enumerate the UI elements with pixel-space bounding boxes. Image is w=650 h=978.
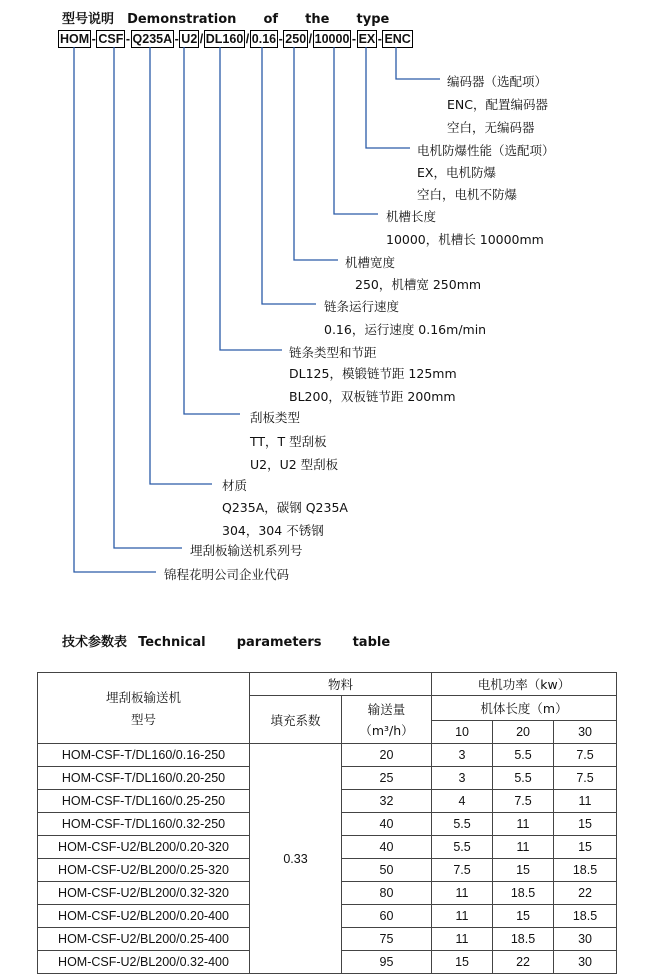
annotation-explosion-label: 电机防爆性能（选配项） (417, 143, 555, 158)
leader-line-encoder (396, 47, 440, 79)
cell-power-30: 30 (554, 951, 617, 974)
model-title-en-2: of (263, 12, 279, 27)
annotation-encoder-detail-2: 空白，无编码器 (447, 120, 535, 135)
annotation-length-detail-1: 10000，机槽长 10000mm (386, 232, 544, 247)
cell-power-10: 4 (432, 790, 493, 813)
annotation-material-label: 材质 (222, 478, 248, 493)
cell-power-30: 18.5 (554, 905, 617, 928)
cell-model: HOM-CSF-U2/BL200/0.25-320 (38, 859, 250, 882)
tech-title-en-3: table (352, 635, 391, 650)
code-seg-speed: 0.16 (251, 31, 277, 46)
leader-line-speed (262, 47, 316, 304)
cell-power-30: 22 (554, 882, 617, 905)
parameters-table (37, 672, 617, 974)
cell-model: HOM-CSF-U2/BL200/0.32-320 (38, 882, 250, 905)
cell-capacity: 80 (342, 882, 432, 905)
code-separator: - (91, 31, 96, 46)
annotation-material-detail-2: 304，304 不锈钢 (222, 523, 324, 538)
code-separator: - (351, 31, 357, 46)
cell-capacity: 40 (342, 836, 432, 859)
tech-title-en-2: parameters (236, 635, 322, 650)
header-length-20: 20 (493, 721, 554, 744)
annotation-speed-detail-1: 0.16，运行速度 0.16m/min (324, 322, 487, 337)
table-row (38, 744, 617, 767)
leader-line-length (334, 47, 378, 214)
cell-model: HOM-CSF-U2/BL200/0.20-400 (38, 905, 250, 928)
cell-power-10: 3 (432, 744, 493, 767)
model-title-en-4: type (356, 12, 390, 27)
cell-model: HOM-CSF-T/DL160/0.25-250 (38, 790, 250, 813)
code-seg-series: CSF (98, 31, 124, 46)
model-title-en-3: the (305, 12, 330, 27)
cell-power-20: 5.5 (493, 767, 554, 790)
cell-fill-coefficient: 0.33 (250, 744, 342, 974)
cell-power-30: 30 (554, 928, 617, 951)
annotation-width-detail-1: 250，机槽宽 250mm (355, 277, 482, 292)
annotation-explosion-detail-1: EX，电机防爆 (417, 165, 496, 180)
cell-capacity: 20 (342, 744, 432, 767)
header-length-30: 30 (554, 721, 617, 744)
code-separator: / (308, 31, 313, 46)
header-model (38, 673, 250, 744)
cell-power-30: 7.5 (554, 744, 617, 767)
cell-power-10: 5.5 (432, 813, 493, 836)
cell-capacity: 40 (342, 813, 432, 836)
header-material: 物料 (250, 673, 432, 696)
header-capacity-unit: （m³/h） (359, 723, 414, 738)
cell-power-30: 15 (554, 813, 617, 836)
cell-model: HOM-CSF-U2/BL200/0.25-400 (38, 928, 250, 951)
cell-power-10: 5.5 (432, 836, 493, 859)
table-header-row (38, 673, 617, 696)
annotation-material-detail-1: Q235A，碳钢 Q235A (222, 500, 348, 515)
annotation-scraper-detail-2: U2，U2 型刮板 (250, 457, 339, 472)
code-separator: - (125, 31, 131, 46)
code-seg-material: Q235A (132, 31, 173, 46)
cell-power-10: 7.5 (432, 859, 493, 882)
leader-line-material (150, 47, 212, 484)
cell-model: HOM-CSF-U2/BL200/0.32-400 (38, 951, 250, 974)
cell-model: HOM-CSF-T/DL160/0.16-250 (38, 744, 250, 767)
code-seg-chain: DL160 (205, 31, 244, 46)
annotation-explosion-detail-2: 空白，电机不防爆 (417, 187, 518, 202)
cell-power-30: 18.5 (554, 859, 617, 882)
annotation-speed-label: 链条运行速度 (324, 299, 400, 314)
cell-power-10: 15 (432, 951, 493, 974)
annotation-encoder-label: 编码器（选配项） (447, 74, 548, 89)
code-separator: / (245, 31, 250, 46)
header-capacity-label: 输送量 (367, 702, 406, 717)
header-capacity (342, 696, 432, 744)
leader-line-explosion (366, 47, 410, 148)
annotation-company-label: 锦程花明公司企业代码 (164, 567, 290, 582)
tech-title-en-1: Technical (138, 635, 206, 650)
cell-power-20: 11 (493, 813, 554, 836)
header-body-length: 机体长度（m） (432, 696, 617, 721)
annotation-scraper-label: 刮板类型 (250, 410, 301, 425)
cell-power-10: 11 (432, 905, 493, 928)
cell-capacity: 60 (342, 905, 432, 928)
annotation-chain-detail-2: BL200，双板链节距 200mm (289, 389, 456, 404)
code-separator: / (199, 31, 204, 46)
code-seg-length: 10000 (314, 31, 350, 46)
header-model-line-1: 埋刮板输送机 (105, 690, 181, 705)
cell-power-10: 11 (432, 928, 493, 951)
code-seg-explosion: EX (358, 31, 376, 46)
code-seg-width: 250 (285, 31, 307, 46)
cell-model: HOM-CSF-U2/BL200/0.20-320 (38, 836, 250, 859)
cell-model: HOM-CSF-T/DL160/0.32-250 (38, 813, 250, 836)
leader-line-series (114, 47, 182, 548)
cell-capacity: 50 (342, 859, 432, 882)
cell-power-20: 18.5 (493, 882, 554, 905)
header-model-line-2: 型号 (130, 712, 156, 727)
annotation-length-label: 机槽长度 (386, 209, 437, 224)
model-title-cn: 型号说明 (62, 12, 115, 27)
annotation-encoder-detail-1: ENC，配置编码器 (447, 97, 548, 112)
annotation-scraper-detail-1: TT，T 型刮板 (250, 434, 327, 449)
cell-power-10: 11 (432, 882, 493, 905)
leader-line-width (294, 47, 338, 260)
cell-power-10: 3 (432, 767, 493, 790)
cell-capacity: 95 (342, 951, 432, 974)
code-separator: - (278, 31, 283, 46)
leader-line-scraper (184, 47, 240, 414)
cell-capacity: 25 (342, 767, 432, 790)
annotation-series-label: 埋刮板输送机系列号 (190, 543, 303, 558)
cell-power-30: 15 (554, 836, 617, 859)
cell-power-20: 5.5 (493, 744, 554, 767)
code-seg-company: HOM (60, 31, 90, 46)
code-seg-scraper: U2 (181, 31, 198, 46)
code-seg-encoder: ENC (384, 31, 411, 46)
cell-model: HOM-CSF-T/DL160/0.20-250 (38, 767, 250, 790)
code-separator: - (174, 31, 179, 46)
technical-parameters-title (62, 631, 390, 650)
header-motor-power: 电机功率（kw） (432, 673, 617, 696)
cell-capacity: 75 (342, 928, 432, 951)
model-title-en-1: Demonstration (127, 12, 237, 27)
cell-power-20: 11 (493, 836, 554, 859)
tech-title-cn: 技术参数表 (62, 635, 128, 650)
cell-power-20: 7.5 (493, 790, 554, 813)
cell-power-30: 7.5 (554, 767, 617, 790)
cell-power-30: 11 (554, 790, 617, 813)
annotation-chain-detail-1: DL125，模锻链节距 125mm (289, 366, 457, 381)
cell-power-20: 18.5 (493, 928, 554, 951)
cell-power-20: 22 (493, 951, 554, 974)
code-separator: - (377, 31, 382, 46)
header-fill-coefficient: 填充系数 (250, 696, 342, 744)
cell-power-20: 15 (493, 905, 554, 928)
cell-power-20: 15 (493, 859, 554, 882)
annotation-chain-label: 链条类型和节距 (289, 345, 377, 360)
header-length-10: 10 (432, 721, 493, 744)
annotation-width-label: 机槽宽度 (345, 255, 396, 270)
leader-line-company (74, 47, 156, 572)
cell-capacity: 32 (342, 790, 432, 813)
